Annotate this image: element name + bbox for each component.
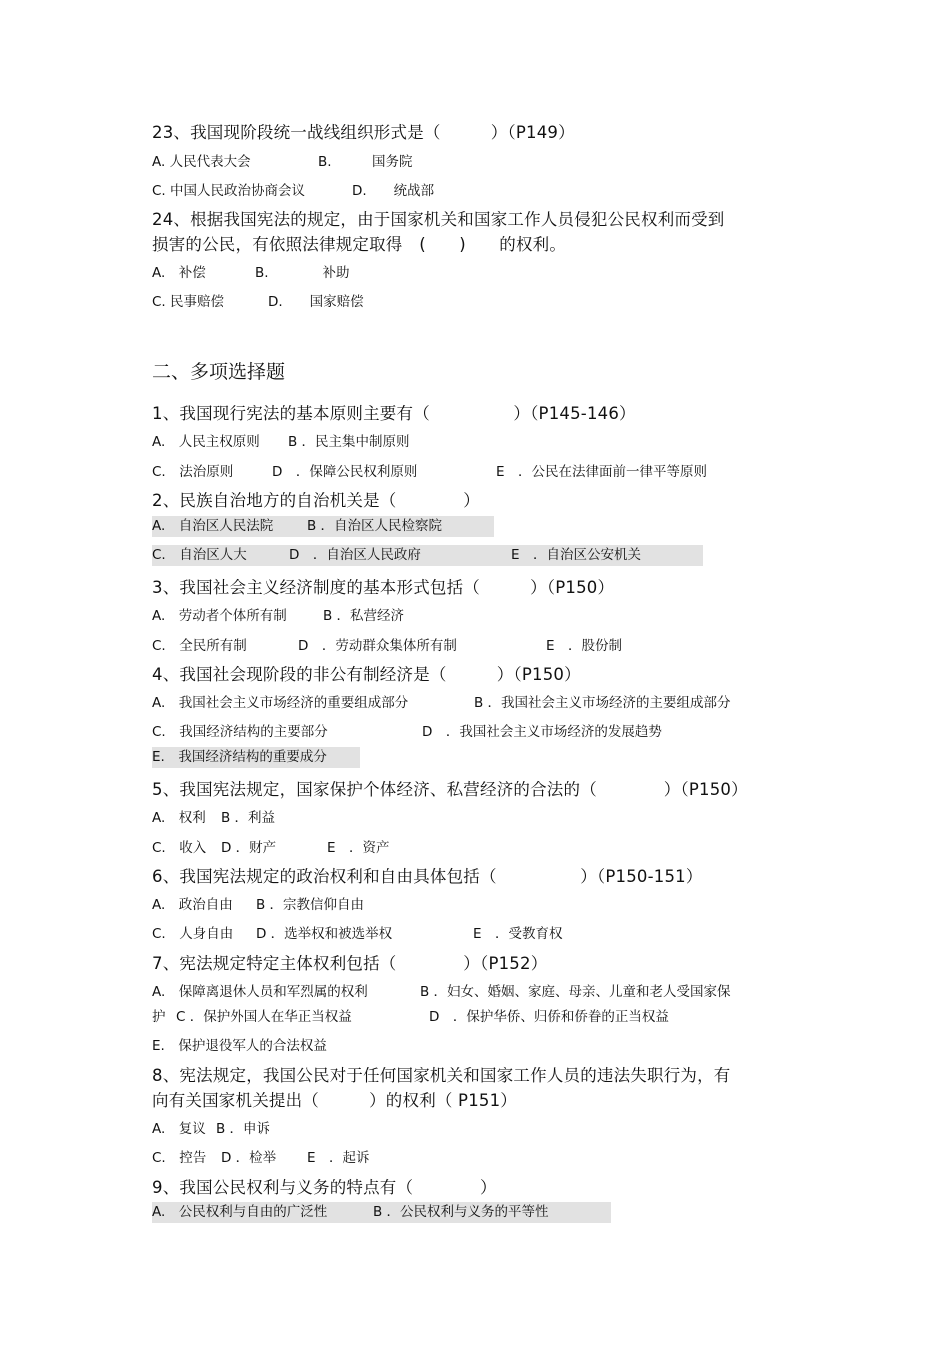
option-row bbox=[152, 806, 276, 826]
option-b: B. 补助 bbox=[255, 265, 350, 281]
option-row bbox=[152, 290, 364, 310]
option-e: E. 我国经济结构的重要成分 bbox=[152, 749, 327, 765]
option-row bbox=[152, 261, 350, 281]
question-24-line-2: 损害的公民，有依照法律规定取得 ( ) 的权利。 bbox=[152, 235, 567, 254]
question-5: 5、我国宪法规定，国家保护个体经济、私营经济的合法的（ ）（P150） bbox=[152, 780, 748, 799]
option-row bbox=[152, 1034, 327, 1054]
option-row bbox=[152, 430, 410, 450]
option-row bbox=[152, 1146, 370, 1166]
option-e: E ．资产 bbox=[327, 840, 390, 856]
option-d: D ．财产 bbox=[221, 840, 277, 856]
option-row bbox=[152, 720, 662, 740]
option-d: D ．我国社会主义市场经济的发展趋势 bbox=[422, 724, 662, 740]
option-row bbox=[152, 691, 731, 711]
option-b: B ．公民权利与义务的平等性 bbox=[373, 1204, 549, 1220]
question-9: 9、我国公民权利与义务的特点有（ ） bbox=[152, 1178, 497, 1197]
option-d: D. 统战部 bbox=[352, 183, 435, 199]
question-8-line-2: 向有关国家机关提出（ ）的权利（ P151） bbox=[152, 1091, 517, 1110]
option-row-highlighted bbox=[152, 747, 360, 768]
option-c: C. 全民所有制 bbox=[152, 638, 247, 654]
option-a: A. 人民代表大会 bbox=[152, 154, 251, 170]
option-e: E ．起诉 bbox=[307, 1150, 370, 1166]
option-a: A. 公民权利与自由的广泛性 bbox=[152, 1204, 328, 1220]
option-e: E ．受教育权 bbox=[473, 926, 563, 942]
question-7: 7、宪法规定特定主体权利包括（ ）（P152） bbox=[152, 954, 548, 973]
option-a: A. 我国社会主义市场经济的重要组成部分 bbox=[152, 695, 409, 711]
option-b: B ．妇女、婚姻、家庭、母亲、儿童和老人受国家保 bbox=[420, 984, 731, 1000]
option-c: C. 法治原则 bbox=[152, 464, 234, 480]
option-row bbox=[152, 634, 623, 654]
option-b: B ．民主集中制原则 bbox=[288, 434, 410, 450]
option-c: C. 中国人民政治协商会议 bbox=[152, 183, 306, 199]
option-b: B ．自治区人民检察院 bbox=[307, 518, 443, 534]
section-title: 二、多项选择题 bbox=[152, 361, 286, 383]
option-b: B ．宗教信仰自由 bbox=[256, 897, 365, 913]
question-6: 6、我国宪法规定的政治权利和自由具体包括（ ）（P150-151） bbox=[152, 867, 703, 886]
question-3: 3、我国社会主义经济制度的基本形式包括（ ）（P150） bbox=[152, 578, 615, 597]
question-8-line-1: 8、宪法规定，我国公民对于任何国家机关和国家工作人员的违法失职行为，有 bbox=[152, 1066, 731, 1085]
option-e: E ．公民在法律面前一律平等原则 bbox=[496, 464, 708, 480]
question-23: 23、我国现阶段统一战线组织形式是（ ）（P149） bbox=[152, 123, 575, 142]
option-row bbox=[152, 980, 731, 1000]
option-c: C. 我国经济结构的主要部分 bbox=[152, 724, 328, 740]
option-c: C. 控告 bbox=[152, 1150, 207, 1166]
option-c: C. 人身自由 bbox=[152, 926, 234, 942]
option-d: D ．劳动群众集体所有制 bbox=[298, 638, 457, 654]
option-row bbox=[152, 150, 413, 170]
option-b: B ．私营经济 bbox=[323, 608, 405, 624]
option-b: B ．利益 bbox=[221, 810, 276, 826]
option-a: A. 补偿 bbox=[152, 265, 206, 281]
option-row bbox=[152, 893, 365, 913]
option-row-highlighted bbox=[152, 516, 494, 537]
option-row bbox=[152, 460, 708, 480]
option-a: A. 自治区人民法院 bbox=[152, 518, 274, 534]
option-c: C ．保护外国人在华正当权益 bbox=[176, 1009, 352, 1025]
option-row bbox=[152, 604, 405, 624]
option-b: B. 国务院 bbox=[318, 154, 413, 170]
option-row bbox=[152, 179, 435, 199]
option-row bbox=[152, 1005, 669, 1025]
option-row-highlighted bbox=[152, 1202, 611, 1223]
question-4: 4、我国社会现阶段的非公有制经济是（ ）（P150） bbox=[152, 665, 581, 684]
question-24-line-1: 24、根据我国宪法的规定，由于国家机关和国家工作人员侵犯公民权利而受到 bbox=[152, 210, 725, 229]
option-e: E. 保护退役军人的合法权益 bbox=[152, 1038, 327, 1054]
option-row bbox=[152, 1117, 271, 1137]
option-c: C. 自治区人大 bbox=[152, 547, 247, 563]
option-a: A. 保障离退休人员和军烈属的权利 bbox=[152, 984, 368, 1000]
option-a: A. 政治自由 bbox=[152, 897, 233, 913]
option-c: C. 民事赔偿 bbox=[152, 294, 225, 310]
option-a: A. 权利 bbox=[152, 810, 206, 826]
option-d: D ．保障公民权利原则 bbox=[272, 464, 418, 480]
option-d: D ．选举权和被选举权 bbox=[256, 926, 393, 942]
option-b-continued: 护 bbox=[152, 1009, 166, 1025]
option-d: D. 国家赔偿 bbox=[268, 294, 364, 310]
option-a: A. 劳动者个体所有制 bbox=[152, 608, 287, 624]
option-row bbox=[152, 922, 563, 942]
option-e: E ．股份制 bbox=[546, 638, 623, 654]
question-1: 1、我国现行宪法的基本原则主要有（ ）（P145-146） bbox=[152, 404, 636, 423]
option-b: B ．申诉 bbox=[216, 1121, 271, 1137]
option-a: A. 人民主权原则 bbox=[152, 434, 260, 450]
option-d: D ．检举 bbox=[221, 1150, 277, 1166]
option-a: A. 复议 bbox=[152, 1121, 206, 1137]
option-d: D ．保护华侨、归侨和侨眷的正当权益 bbox=[429, 1009, 669, 1025]
option-row bbox=[152, 836, 390, 856]
option-e: E ．自治区公安机关 bbox=[511, 547, 642, 563]
option-d: D ．自治区人民政府 bbox=[289, 547, 421, 563]
question-2: 2、民族自治地方的自治机关是（ ） bbox=[152, 491, 480, 510]
option-row-highlighted bbox=[152, 545, 703, 566]
option-b: B ．我国社会主义市场经济的主要组成部分 bbox=[474, 695, 731, 711]
option-c: C. 收入 bbox=[152, 840, 207, 856]
